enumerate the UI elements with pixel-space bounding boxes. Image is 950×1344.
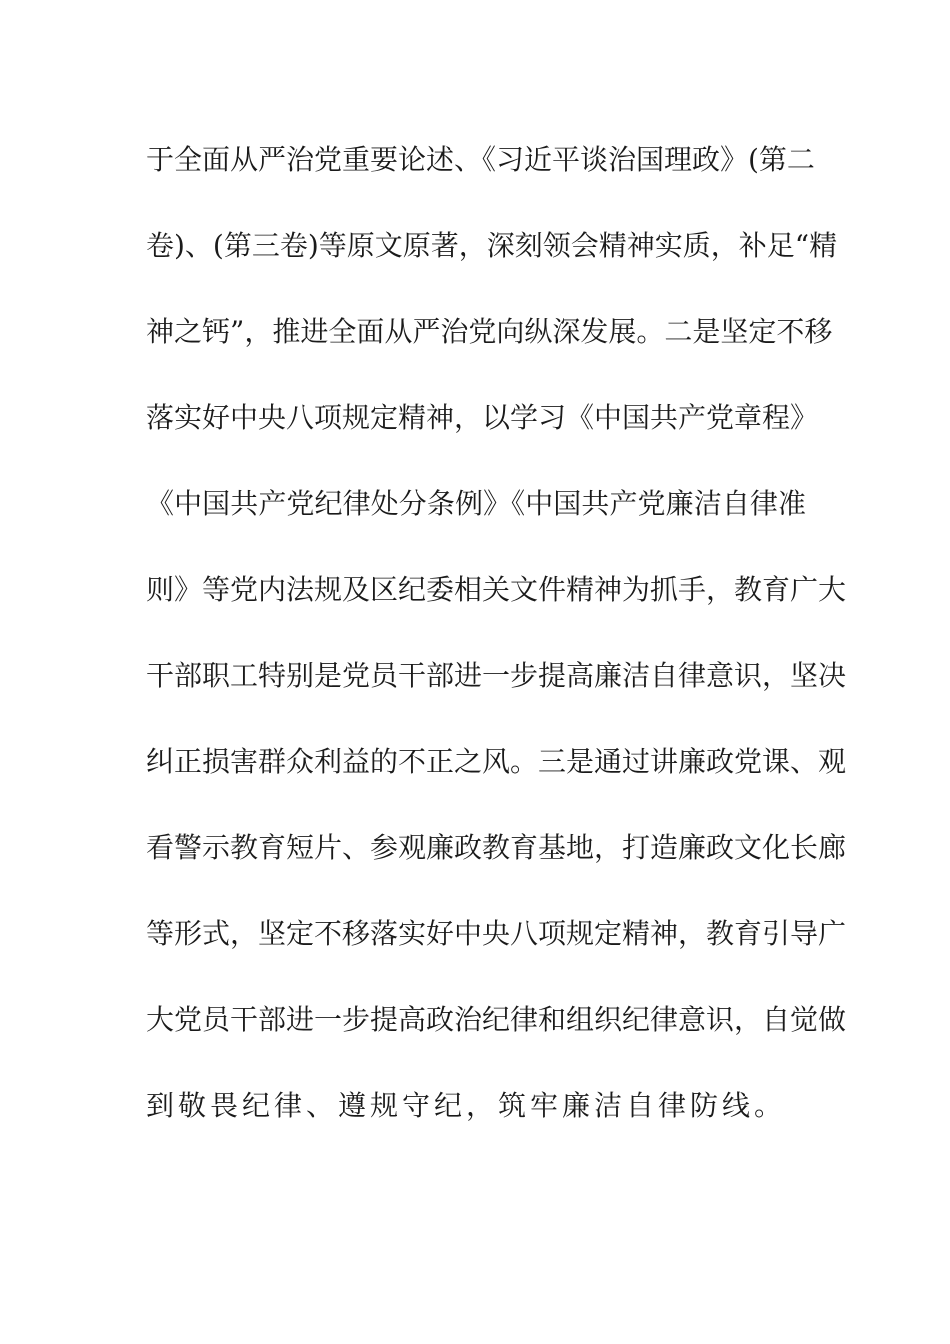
text-line: 等形式，坚定不移落实好中央八项规定精神，教育引导广 <box>146 917 847 950</box>
text-line: 《中国共产党纪律处分条例》《中国共产党廉洁自律准 <box>146 487 806 520</box>
text-line-last: 到敬畏纪律、遵规守纪，筑牢廉洁自律防线。 <box>146 1089 787 1122</box>
text-line: 神之钙”，推进全面从严治党向纵深发展。二是坚定不移 <box>146 315 833 348</box>
text-line: 于全面从严治党重要论述、《习近平谈治国理政》(第二 <box>146 143 815 176</box>
text-line: 干部职工特别是党员干部进一步提高廉洁自律意识，坚决 <box>146 659 847 692</box>
text-line: 则》等党内法规及区纪委相关文件精神为抓手，教育广大 <box>146 573 847 606</box>
body-paragraph <box>146 128 847 1160</box>
text-line: 大党员干部进一步提高政治纪律和组织纪律意识，自觉做 <box>146 1003 847 1036</box>
text-line: 纠正损害群众利益的不正之风。三是通过讲廉政党课、观 <box>146 745 847 778</box>
text-line: 看警示教育短片、参观廉政教育基地，打造廉政文化长廊 <box>146 831 847 864</box>
text-line: 落实好中央八项规定精神，以学习《中国共产党章程》 <box>146 401 819 434</box>
text-line: 卷)、(第三卷)等原文原著，深刻领会精神实质，补足“精 <box>146 229 838 262</box>
